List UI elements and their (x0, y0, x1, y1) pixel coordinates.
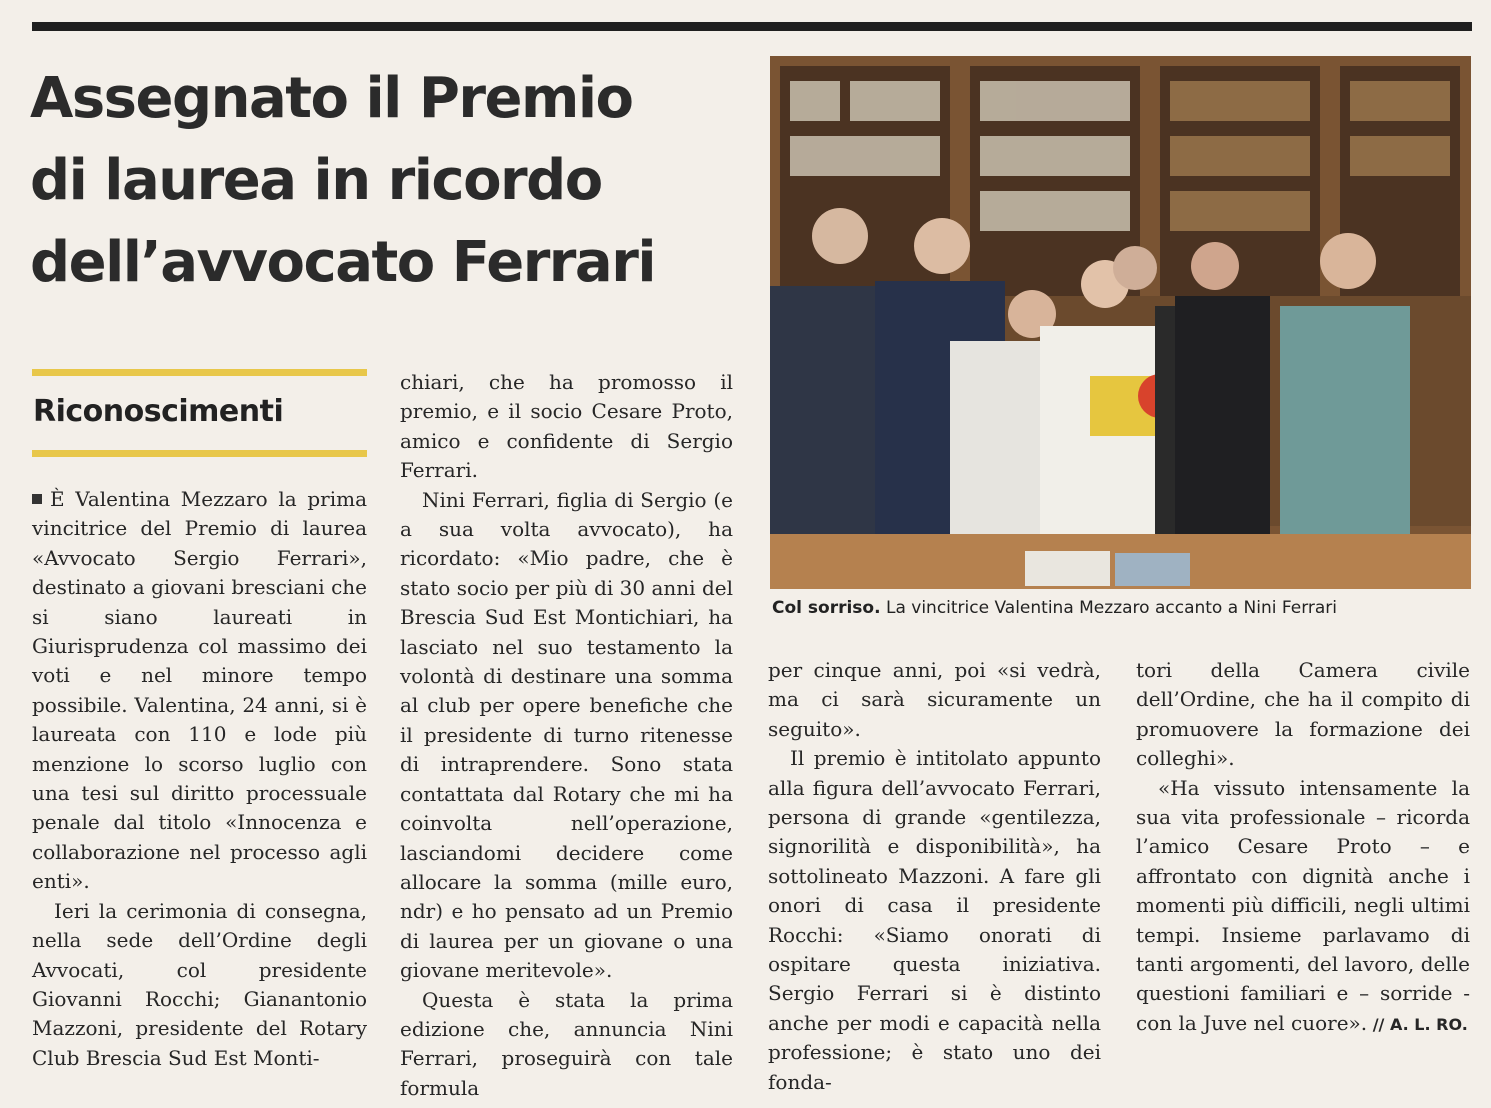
article-column-2 (400, 368, 733, 1103)
kicker-rule-bottom (32, 450, 367, 457)
article-photo (770, 56, 1471, 589)
article-column-1 (32, 485, 367, 1073)
paragraph (32, 485, 367, 897)
caption-text: La vincitrice Valentina Mezzaro accanto a Nini Ferrari (880, 598, 1338, 618)
paragraph: Nini Ferrari, figlia di Sergio (e a sua volta avvocato), ha ricordato: «Mio padre, che è stato socio per più di 30 anni del Brescia Sud Est Montichiari, ha lasciato nel suo testamento la volontà di destinare una somma al club per opere benefiche che il presidente di turno ritenesse di intraprendere. Sono stata contattata dal Rotary che mi ha coinvolta nell’operazione, lasciandomi decidere come allocare la somma (mille euro, ndr) e ho pensato ad un Premio di laurea per un giovane o una giovane meritevole». (400, 487, 733, 983)
author-signature: // A. L. RO. (1367, 1014, 1468, 1034)
paragraph: Il premio è intitolato appunto alla figura dell’avvocato Ferrari, persona di grande «gentilezza, signorilità e disponibilità», ha sottolineato Mazzoni. A fare gli onori di casa il presidente Rocchi: «Siamo onorati di ospitare questa iniziativa. Sergio Ferrari si è distinto anche per modi e capacità nella professione; è stato uno dei fonda- (768, 746, 1101, 1094)
paragraph: Ieri la cerimonia di consegna, nella sede dell’Ordine degli Avvocati, col presidente Giovanni Rocchi; Gianantonio Mazzoni, presidente del Rotary Club Brescia Sud Est Monti- (32, 898, 367, 1070)
article-column-4 (1136, 656, 1470, 1039)
paragraph-text: «Ha vissuto intensamente la sua vita professionale – ricorda l’amico Cesare Proto – e affrontato con dignità anche i momenti più difficili, negli ultimi tempi. Insieme parlavamo di tanti argomenti, del lavoro, delle questioni familiari e – sorride - con la Juve nel cuore». (1136, 775, 1470, 1035)
paragraph: tori della Camera civile dell’Ordine, che ha il compito di promuovere la formazione dei colleghi». (1136, 658, 1470, 771)
paragraph-text: È Valentina Mezzaro la prima vincitrice del Premio di laurea «Avvocato Sergio Ferrari», destinato a giovani bresciani che si siano laureati in Giurisprudenza col massimo dei voti e nel minore tempo possibile. Valentina, 24 anni, si è laureata con 110 e lode più menzione lo scorso luglio con una tesi sul diritto processuale penale dal titolo «Innocenza e collaborazione nel processo agli enti». (32, 487, 367, 894)
paragraph: Questa è stata la prima edizione che, annuncia Nini Ferrari, proseguirà con tale formula (400, 987, 733, 1100)
group-photo-illustration (770, 56, 1471, 589)
article-headline (30, 58, 750, 304)
article-column-3 (768, 656, 1101, 1097)
bullet-square-icon (32, 494, 42, 504)
headline-line-3: dell’avvocato Ferrari (30, 230, 656, 295)
top-rule (32, 22, 1472, 31)
section-kicker: Riconoscimenti (33, 394, 284, 429)
headline-line-2: di laurea in ricordo (30, 148, 602, 213)
photo-caption (772, 598, 1472, 618)
headline-line-1: Assegnato il Premio (30, 66, 633, 131)
caption-lead: Col sorriso. (772, 598, 881, 618)
paragraph: chiari, che ha promosso il premio, e il socio Cesare Proto, amico e confidente di Sergio Ferrari. (400, 370, 733, 483)
paragraph: per cinque anni, poi «si vedrà, ma ci sarà sicuramente un seguito». (768, 658, 1101, 741)
paragraph (1136, 774, 1470, 1040)
kicker-rule-top (32, 369, 367, 376)
